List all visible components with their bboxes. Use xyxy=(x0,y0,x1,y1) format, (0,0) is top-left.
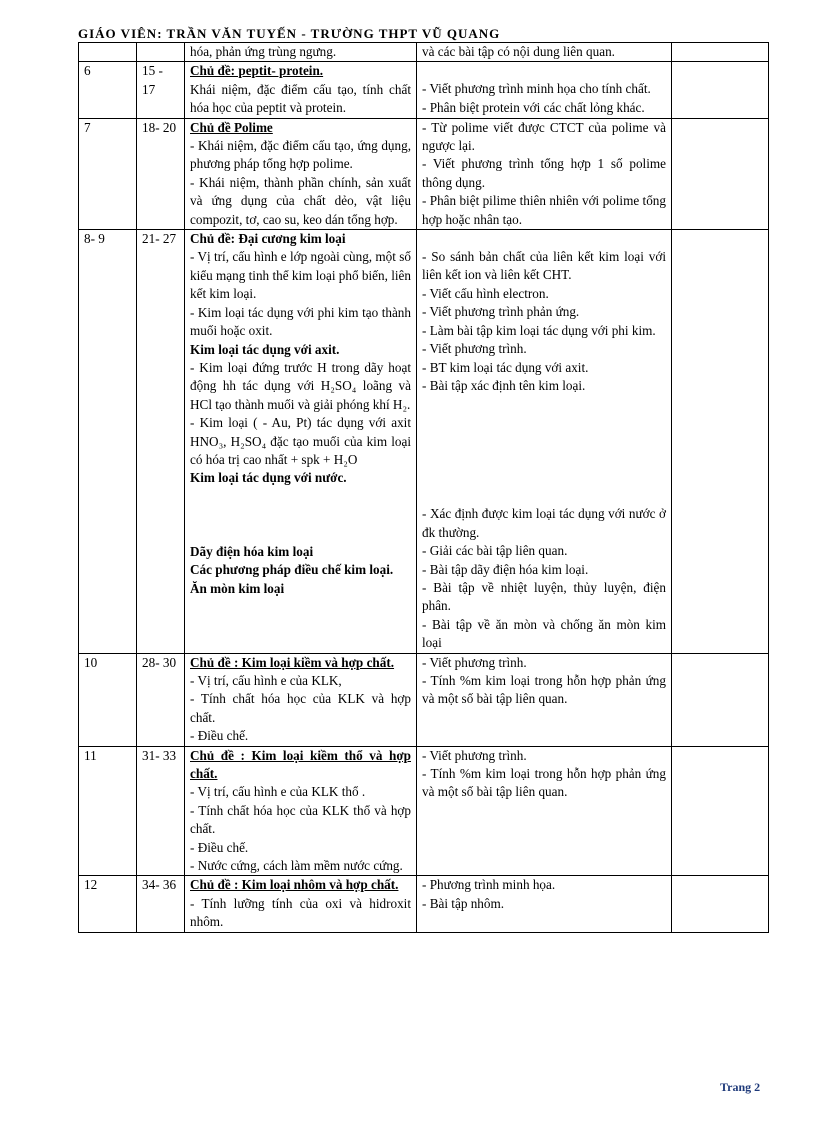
row-skills xyxy=(417,43,672,62)
content-line: - Tính lưỡng tính của oxi và hidroxit nhôm. xyxy=(190,895,411,930)
content-line: - Tính chất hóa học của KLK và hợp chất. xyxy=(190,691,411,725)
skill-line: - Bài tập nhôm. xyxy=(422,895,505,911)
content-line: - Điều chế. xyxy=(190,839,249,855)
table-row xyxy=(79,43,769,62)
row-skills xyxy=(417,746,672,876)
content-line: - Kim loại ( - Au, Pt) tác dụng với axit HNO₃, H₂SO₄ đặc tạo muối của kim loại có hóa trị cao nhất + spk + H₂O xyxy=(190,415,411,467)
row-content xyxy=(185,62,417,118)
topic-title: Chủ đề: Đại cương kim loại xyxy=(190,231,346,247)
skill-line: - Bài tập xác định tên kim loại. xyxy=(422,377,586,393)
row-content xyxy=(185,118,417,229)
row-note xyxy=(672,876,769,932)
row-content xyxy=(185,876,417,932)
topic-title: Chủ đề : Kim loại kiềm thổ và hợp chất. xyxy=(190,747,411,781)
content-line: hóa, phản ứng trùng ngưng. xyxy=(190,44,337,59)
content-line: - Khái niệm, thành phần chính, sản xuất và ứng dụng của chất dẻo, vật liệu compozit, tơ, cao su, keo dán tổng hợp. xyxy=(190,174,411,227)
skill-line: - Bài tập dãy điện hóa kim loại. xyxy=(422,561,589,577)
row-content xyxy=(185,230,417,654)
skill-line: - Viết phương trình. xyxy=(422,341,527,357)
skill-line: - Viết phương trình phản ứng. xyxy=(422,304,580,320)
row-note xyxy=(672,230,769,654)
row-periods: 18- 20 xyxy=(137,118,185,229)
row-periods: 31- 33 xyxy=(137,746,185,876)
table-row xyxy=(79,62,769,118)
content-line: - Kim loại tác dụng với phi kim tạo thành muối hoặc oxit. xyxy=(190,304,411,339)
row-number: 12 xyxy=(79,876,137,932)
curriculum-table xyxy=(78,42,769,933)
skill-line: - Viết phương trình. xyxy=(422,654,527,670)
skill-line: - Phân biệt protein với các chất lỏng khác. xyxy=(422,99,645,115)
row-skills xyxy=(417,118,672,229)
skill-line: - Phương trình minh họa. xyxy=(422,877,556,893)
content-line: - Vị trí, cấu hình e của KLK thổ . xyxy=(190,784,366,800)
content-heading: Các phương pháp điều chế kim loại. xyxy=(190,562,394,578)
topic-title: Chủ đề : Kim loại nhôm và hợp chất. xyxy=(190,877,399,893)
skill-line: - Bài tập về nhiệt luyện, thủy luyện, điện phân. xyxy=(422,579,666,614)
skill-line: - Viết phương trình. xyxy=(422,747,527,763)
content-heading: Kim loại tác dụng với nước. xyxy=(190,470,347,486)
topic-title: Chủ đề : Kim loại kiềm và hợp chất. xyxy=(190,654,395,670)
skill-line: - BT kim loại tác dụng với axit. xyxy=(422,359,589,375)
content-heading: Ăn mòn kim loại xyxy=(190,580,285,596)
row-periods xyxy=(137,43,185,62)
row-periods: 28- 30 xyxy=(137,653,185,746)
content-line: - Điều chế. xyxy=(190,728,249,744)
skill-line: - Viết phương trình minh họa cho tính chất. xyxy=(422,81,651,97)
skill-line: - Tính %m kim loại trong hỗn hợp phản ứng và một số bài tập liên quan. xyxy=(422,766,666,800)
header-text: GIÁO VIÊN: TRẦN VĂN TUYẾN - TRƯỜNG THPT VŨ QUANG xyxy=(78,26,501,41)
row-content xyxy=(185,43,417,62)
row-periods: 21- 27 xyxy=(137,230,185,654)
row-note xyxy=(672,43,769,62)
content-line: - Tính chất hóa học của KLK thổ và hợp chất. xyxy=(190,802,411,837)
row-number xyxy=(79,43,137,62)
skill-line: - Giải các bài tập liên quan. xyxy=(422,543,568,559)
skill-line: - So sánh bản chất của liên kết kim loại với liên kết ion và liên kết CHT. xyxy=(422,249,666,283)
row-periods: 34- 36 xyxy=(137,876,185,932)
skill-line: - Bài tập về ăn mòn và chống ăn mòn kim loại xyxy=(422,616,666,651)
row-number: 10 xyxy=(79,653,137,746)
content-line: - Nước cứng, cách làm mềm nước cứng. xyxy=(190,858,403,874)
skill-line: và các bài tập có nội dung liên quan. xyxy=(422,44,615,59)
row-number: 11 xyxy=(79,746,137,876)
row-note xyxy=(672,746,769,876)
skill-line: - Viết cấu hình electron. xyxy=(422,285,549,301)
table-row xyxy=(79,230,769,654)
row-skills xyxy=(417,876,672,932)
table-row xyxy=(79,876,769,932)
topic-title: Chủ đề Polime xyxy=(190,119,273,135)
content-line: - Kim loại đứng trước H trong dãy hoạt động hh tác dụng với H₂SO₄ loãng và HCl tạo thành muối và giải phóng khí H₂. xyxy=(190,359,411,412)
row-skills xyxy=(417,62,672,118)
row-number: 8- 9 xyxy=(79,230,137,654)
row-note xyxy=(672,653,769,746)
row-note xyxy=(672,62,769,118)
table-row xyxy=(79,746,769,876)
content-line: - Khái niệm, đặc điểm cấu tạo, ứng dụng, phương pháp tổng hợp polime. xyxy=(190,138,411,172)
topic-title: Chủ đề: peptit- protein. xyxy=(190,63,324,79)
row-number: 6 xyxy=(79,62,137,118)
content-line: Khái niệm, đặc điểm cấu tạo, tính chất hóa học của peptit và protein. xyxy=(190,81,411,116)
skill-line: - Viết phương trình tổng hợp 1 số polime thông dụng. xyxy=(422,156,666,190)
row-skills xyxy=(417,230,672,654)
table-row xyxy=(79,653,769,746)
content-heading: Dãy điện hóa kim loại xyxy=(190,543,314,559)
page-number: Trang 2 xyxy=(720,1080,761,1094)
row-note xyxy=(672,118,769,229)
table-row xyxy=(79,118,769,229)
row-content xyxy=(185,746,417,876)
content-line: - Vị trí, cấu hình e của KLK, xyxy=(190,672,342,688)
row-periods: 15 - 17 xyxy=(137,62,185,118)
skill-line: - Xác định được kim loại tác dụng với nước ở đk thường. xyxy=(422,506,666,540)
skill-line: - Từ polime viết được CTCT của polime và ngược lại. xyxy=(422,119,666,154)
skill-line: - Tính %m kim loại trong hỗn hợp phản ứng và một số bài tập liên quan. xyxy=(422,672,666,707)
content-heading: Kim loại tác dụng với axit. xyxy=(190,341,340,357)
skill-line: - Phân biệt pilime thiên nhiên với polime tổng hợp hoặc nhân tạo. xyxy=(422,193,666,227)
content-line: - Vị trí, cấu hình e lớp ngoài cùng, một số kiểu mạng tinh thể kim loại phổ biến, liên kết kim loại. xyxy=(190,249,411,302)
row-skills xyxy=(417,653,672,746)
row-number: 7 xyxy=(79,118,137,229)
skill-line: - Làm bài tập kim loại tác dụng với phi kim. xyxy=(422,322,656,338)
row-content xyxy=(185,653,417,746)
